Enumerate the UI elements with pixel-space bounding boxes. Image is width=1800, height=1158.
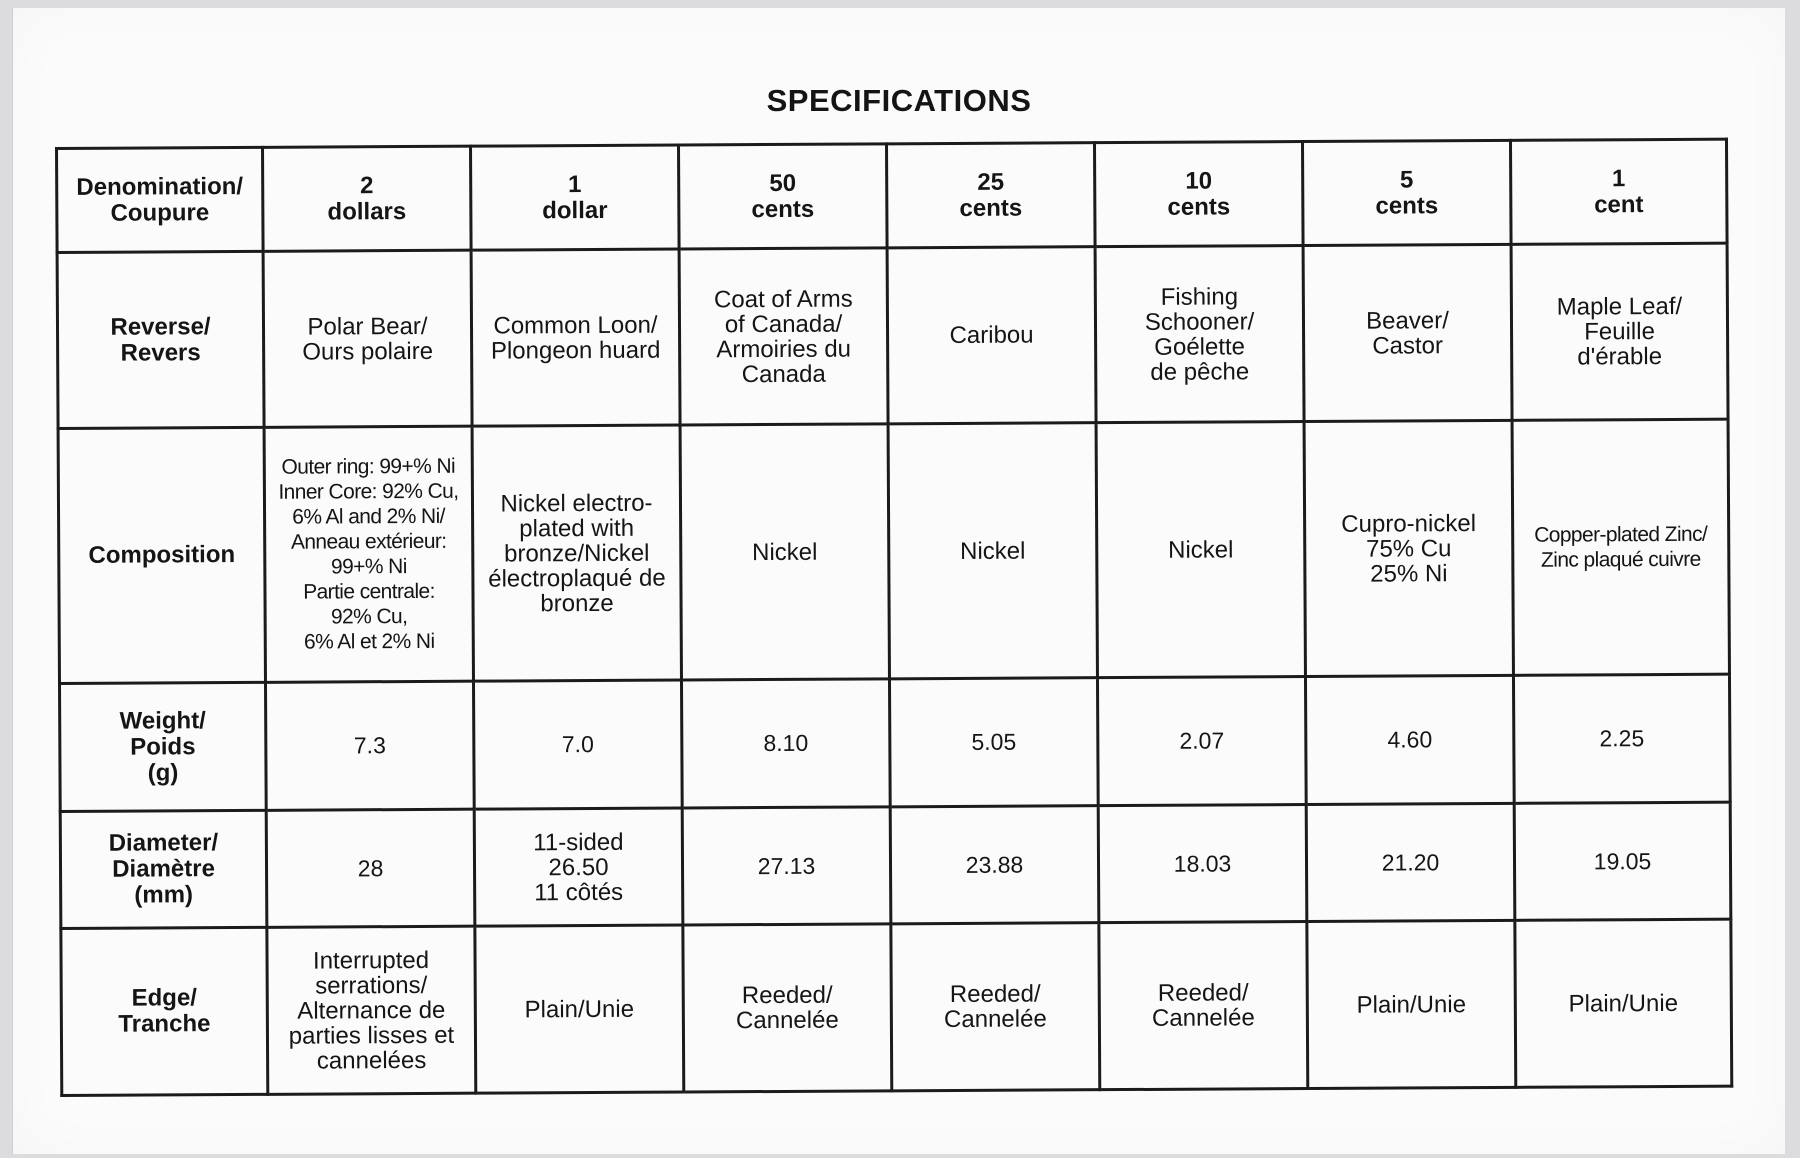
diameter-cell: 27.13 bbox=[682, 807, 891, 925]
document-page bbox=[12, 8, 1785, 1154]
row-diameter bbox=[60, 802, 1731, 928]
composition-cell: Nickel bbox=[1096, 422, 1305, 678]
composition-cell: Cupro-nickel 75% Cu 25% Ni bbox=[1304, 420, 1513, 676]
weight-cell: 7.0 bbox=[473, 680, 682, 809]
edge-cell: Plain/Unie bbox=[1515, 919, 1732, 1087]
weight-cell: 7.3 bbox=[265, 681, 474, 810]
denomination-cell: 1 dollar bbox=[471, 145, 680, 250]
page-title: SPECIFICATIONS bbox=[766, 83, 1032, 118]
reverse-cell: Coat of Arms of Canada/ Armoiries du Canada bbox=[679, 248, 888, 425]
reverse-cell: Maple Leaf/ Feuille d'érable bbox=[1511, 243, 1728, 420]
diameter-cell: 19.05 bbox=[1514, 802, 1731, 920]
row-composition bbox=[58, 419, 1729, 683]
edge-cell: Reeded/ Cannelée bbox=[683, 924, 892, 1092]
diameter-cell: 18.03 bbox=[1098, 805, 1307, 923]
row-label-edge: Edge/ Tranche bbox=[61, 927, 268, 1095]
row-label-denomination: Denomination/ Coupure bbox=[57, 147, 264, 252]
diameter-cell: 11-sided 26.50 11 côtés bbox=[474, 808, 683, 926]
row-label-weight: Weight/ Poids (g) bbox=[59, 682, 266, 811]
denomination-cell: 50 cents bbox=[678, 144, 887, 249]
reverse-cell: Caribou bbox=[887, 247, 1096, 424]
reverse-cell: Beaver/ Castor bbox=[1303, 244, 1512, 421]
row-label-diameter: Diameter/ Diamètre (mm) bbox=[60, 810, 267, 928]
weight-cell: 2.25 bbox=[1513, 674, 1730, 803]
row-label-reverse: Reverse/ Revers bbox=[57, 251, 264, 428]
weight-cell: 4.60 bbox=[1305, 675, 1514, 804]
row-denomination bbox=[57, 139, 1728, 252]
reverse-cell: Fishing Schooner/ Goélette de pêche bbox=[1095, 246, 1304, 423]
denomination-cell: 25 cents bbox=[886, 143, 1095, 248]
denomination-cell: 1 cent bbox=[1510, 139, 1727, 244]
denomination-cell: 5 cents bbox=[1302, 140, 1511, 245]
composition-cell: Nickel bbox=[888, 423, 1097, 679]
edge-cell: Plain/Unie bbox=[1307, 920, 1516, 1088]
reverse-cell: Polar Bear/ Ours polaire bbox=[263, 250, 472, 427]
edge-cell: Reeded/ Cannelée bbox=[891, 923, 1100, 1091]
row-reverse bbox=[57, 243, 1728, 428]
composition-cell: Outer ring: 99+% Ni Inner Core: 92% Cu, 6% Al and 2% Ni/ Anneau extérieur: 99+% Ni Partie centrale: 92% Cu, 6% Al et 2% Ni bbox=[264, 426, 473, 682]
edge-cell: Interrupted serrations/ Alternance de parties lisses et cannelées bbox=[267, 926, 476, 1094]
reverse-cell: Common Loon/ Plongeon huard bbox=[471, 249, 680, 426]
row-weight bbox=[59, 674, 1730, 811]
weight-cell: 5.05 bbox=[889, 678, 1098, 807]
row-label-composition: Composition bbox=[58, 427, 265, 683]
diameter-cell: 23.88 bbox=[890, 806, 1099, 924]
edge-cell: Plain/Unie bbox=[475, 925, 684, 1093]
weight-cell: 8.10 bbox=[681, 679, 890, 808]
specifications-table bbox=[55, 138, 1733, 1097]
weight-cell: 2.07 bbox=[1097, 677, 1306, 806]
composition-cell: Copper-plated Zinc/ Zinc plaqué cuivre bbox=[1512, 419, 1729, 675]
composition-cell: Nickel electro- plated with bronze/Nickel électroplaqué de bronze bbox=[472, 425, 681, 681]
diameter-cell: 21.20 bbox=[1306, 803, 1515, 921]
diameter-cell: 28 bbox=[266, 809, 475, 927]
composition-cell: Nickel bbox=[680, 424, 889, 680]
row-edge bbox=[61, 919, 1732, 1095]
denomination-cell: 2 dollars bbox=[263, 146, 472, 251]
edge-cell: Reeded/ Cannelée bbox=[1099, 922, 1308, 1090]
denomination-cell: 10 cents bbox=[1094, 142, 1303, 247]
